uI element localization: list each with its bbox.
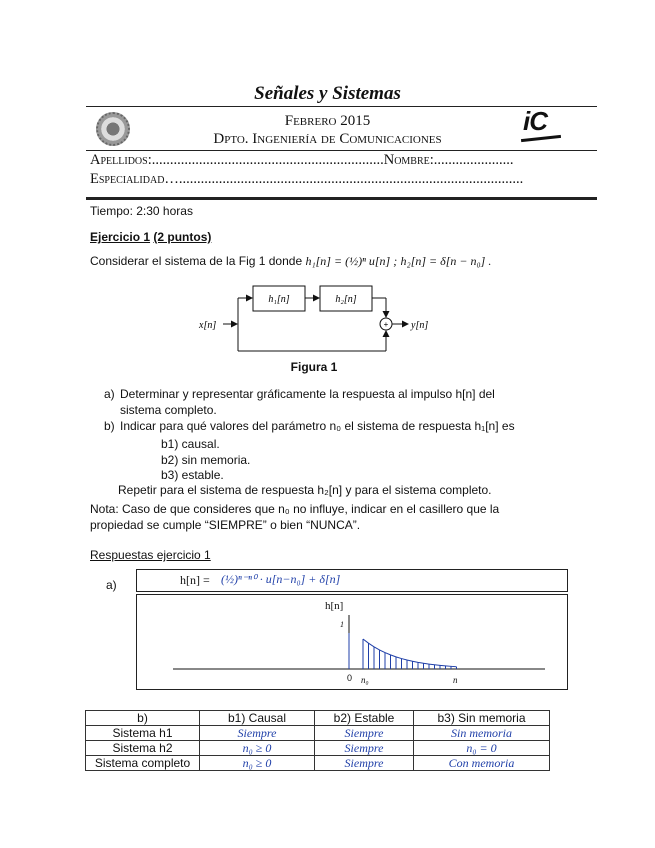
exam-time: Tiempo: 2:30 horas [90,204,193,218]
table-header: b) [86,711,200,726]
memoria-cell[interactable]: n₀ = 0 [414,741,550,756]
causal-cell[interactable]: Siempre [200,726,315,741]
apellidos-nombre-field[interactable]: Apellidos:................................................................Nombre:...................... [90,152,514,168]
b-item: b3) estable. [161,468,224,482]
b-item: b1) causal. [161,437,220,451]
x-label-n: n [453,675,458,685]
title-rule [86,106,597,107]
figure-caption: Figura 1 [290,360,338,374]
repeat-instruction: Repetir para el sistema de respuesta h₂[n] y para el sistema completo. [118,483,492,497]
answers-heading: Respuestas ejercicio 1 [90,548,211,562]
estable-cell[interactable]: Siempre [315,741,414,756]
note [90,502,545,533]
exercise-title [90,230,211,244]
answers-table [85,710,550,771]
estable-cell[interactable]: Siempre [315,756,414,771]
impulse-response-plot [137,595,567,689]
y-tick-label: 1 [340,620,344,629]
adder-sign: + [383,320,389,329]
hn-answer-box[interactable] [136,569,568,592]
system-name: Sistema completo [86,756,200,771]
causal-cell[interactable]: n₀ ≥ 0 [200,756,315,771]
table-header: b3) Sin memoria [414,711,550,726]
hn-handwritten-answer: (½)ⁿ⁻ⁿ⁰ · u[n−n₀] + δ[n] [221,572,341,586]
block-diagram [190,283,450,358]
x-label-origin: 0 [347,673,353,683]
note-line1: Nota: Caso de que consideres que n₀ no influye, indicar en el casillero que la [90,502,500,516]
estable-cell[interactable]: Siempre [315,726,414,741]
exercise-intro [90,254,491,269]
part-a-line2: sistema completo. [120,402,217,417]
especialidad-field[interactable]: Especialidad…............................................................................................... [90,171,524,187]
note-line2: propiedad se cumple “SIEMPRE” o bien “NUNCA”. [90,517,361,532]
part-b-line: Indicar para qué valores del parámetro n₀ el sistema de respuesta h₁[n] es [120,419,515,433]
part-b [104,419,544,435]
course-title: Señales y Sistemas [254,83,401,104]
input-label: x[n] [199,320,217,331]
h1-block-label: h₁[n] [268,294,290,305]
b-item: b2) sin memoria. [161,452,251,467]
table-row [86,741,550,756]
table-row [86,756,550,771]
table-header: b2) Estable [315,711,414,726]
plot-ylabel: h[n] [325,600,344,612]
output-label: y[n] [411,320,429,331]
header-rule [86,150,597,151]
exercise-number: Ejercicio 1 [90,230,151,244]
causal-cell[interactable]: n₀ ≥ 0 [200,741,315,756]
decay-envelope [363,639,457,667]
thick-rule [86,197,597,200]
b-items-list [161,437,250,484]
x-label-n0: n₀ [361,675,369,685]
exam-date: Febrero 2015 [284,113,371,129]
table-header-row [86,711,550,726]
h2-block-label: h₂[n] [335,294,357,305]
plot-box[interactable] [136,594,568,690]
part-b-label: b) [104,419,115,433]
hn-label: h[n] = [180,573,210,587]
part-a-label: a) [104,387,115,401]
h2-definition: h₂[n] = δ[n − n₀] . [400,254,492,268]
system-name: Sistema h2 [86,741,200,756]
table-row [86,726,550,741]
intro-text: Considerar el sistema de la Fig 1 donde [90,254,303,268]
table-header: b1) Causal [200,711,315,726]
department-name: Dpto. Ingeniería de Comunicaciones [213,131,442,147]
system-name: Sistema h1 [86,726,200,741]
h1-definition: h₁[n] = (½)ⁿ u[n] ; [305,254,398,268]
memoria-cell[interactable]: Sin memoria [414,726,550,741]
answer-a-label: a) [106,578,117,592]
memoria-cell[interactable]: Con memoria [414,756,550,771]
part-a-line1: Determinar y representar gráficamente la respuesta al impulso h[n] del [120,387,495,401]
exercise-points: (2 puntos) [153,230,212,244]
department-logo-icon: iC [523,106,547,136]
part-a [104,387,544,418]
